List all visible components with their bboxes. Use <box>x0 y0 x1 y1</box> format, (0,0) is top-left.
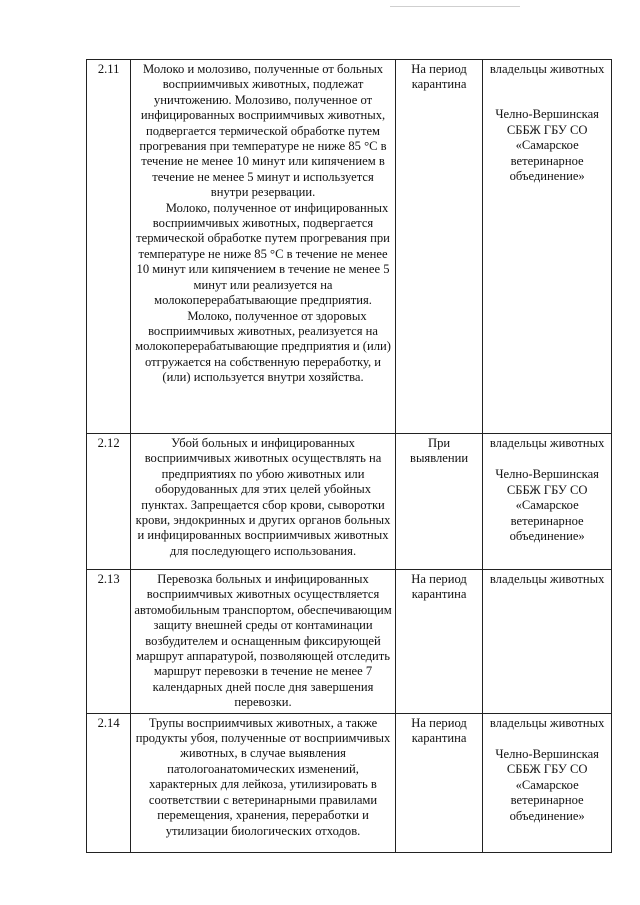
measure-responsible <box>483 434 612 570</box>
spacer <box>486 731 608 747</box>
responsible-vet-service: Челно-Вершинская СББЖ ГБУ СО «Самарское ветеринарное объединение» <box>495 747 599 823</box>
responsible-owner: владельцы животных <box>489 436 605 450</box>
row-number: 2.14 <box>87 713 131 852</box>
responsible-owner: владельцы животных <box>489 572 605 586</box>
responsible-vet-service: Челно-Вершинская СББЖ ГБУ СО «Самарское ветеринарное объединение» <box>495 107 599 184</box>
table-row <box>87 713 612 852</box>
measure-description <box>131 60 396 434</box>
row-number: 2.13 <box>87 570 131 714</box>
table-row <box>87 434 612 570</box>
measure-description <box>131 570 396 714</box>
measure-responsible <box>483 60 612 434</box>
responsible-vet-service: Челно-Вершинская СББЖ ГБУ СО «Самарское ветеринарное объединение» <box>495 467 599 544</box>
description-paragraph: Молоко, полученное от здоровых восприимчивых животных, реализуется на молокоперерабатывающие предприятия и (или) отгружается на собственную переработку, и (или) используется внутри хозяйства. <box>135 308 391 385</box>
spacer <box>486 451 608 467</box>
row-number: 2.11 <box>87 60 131 434</box>
measure-term: На период карантина <box>395 570 483 714</box>
responsible-owner: владельцы животных <box>489 715 605 730</box>
table-row <box>87 570 612 714</box>
measure-term: При выявлении <box>395 434 483 570</box>
description-paragraph: Молоко, полученное от инфицированных восприимчивых животных, подвергается термической обработке путем прогревания при температуре не ниже 85 °С в течение не менее 10 минут или кипячением в течение не менее 5 минут или реализуется на молокоперерабатывающие предприятия. <box>136 200 390 308</box>
description-paragraph: Молоко и молозиво, полученные от больных восприимчивых животных, подлежат уничтожению. Молозиво, полученное от инфицированных восприимчивых животных, подвергается термической обработке путем прогревания при температуре не ниже 85 °С в течение не менее 10 минут или кипячением в течение не менее 5 минут и используется внутри резервации. <box>139 62 387 200</box>
measure-description <box>131 713 396 852</box>
scan-artifact-line <box>390 6 520 7</box>
measure-term: На период карантина <box>395 713 483 852</box>
measure-responsible <box>483 713 612 852</box>
description-paragraph: Убой больных и инфицированных восприимчивых животных осуществлять на предприятиях по убою животных или оборудованных для этих целей убойных пунктах. Запрещается сбор крови, сыворотки крови, эндокринных и других органов больных и инфицированных восприимчивых животных для последующего использования. <box>135 436 391 558</box>
row-number: 2.12 <box>87 434 131 570</box>
measure-responsible <box>483 570 612 714</box>
measure-description <box>131 434 396 570</box>
description-paragraph: Трупы восприимчивых животных, а также продукты убоя, полученные от восприимчивых животных, в случае выявления патологоанатомических изменений, характерных для лейкоза, утилизировать в соответствии с ветеринарными правилами перемещения, хранения, переработки и утилизации биологических отходов. <box>135 715 391 838</box>
spacer <box>486 77 608 107</box>
description-paragraph: Перевозка больных и инфицированных восприимчивых животных осуществляется автомобильным транспортом, обеспечивающим защиту внешней среды от контаминации возбудителем и оснащенным фиксирующей маршрут аппаратурой, позволяющей отследить маршрут перевозки в течение не менее 7 календарных дней после дня завершения перевозки. <box>134 572 392 710</box>
measure-term: На период карантина <box>395 60 483 434</box>
responsible-owner: владельцы животных <box>489 62 605 76</box>
measures-table <box>86 59 612 853</box>
table-row <box>87 60 612 434</box>
